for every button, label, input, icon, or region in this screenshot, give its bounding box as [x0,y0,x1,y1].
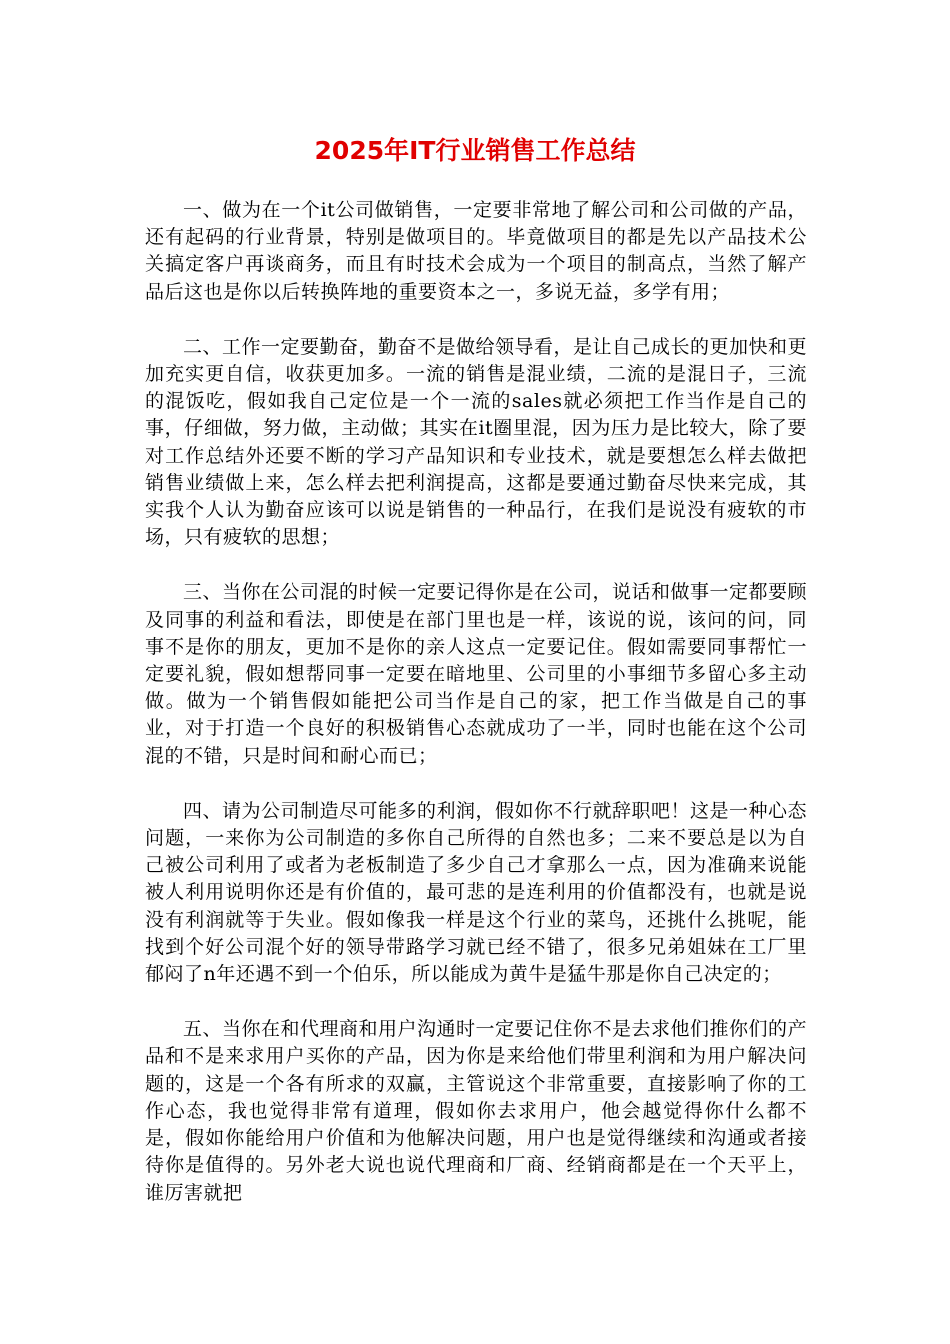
paragraph-1: 一、做为在一个it公司做销售，一定要非常地了解公司和公司做的产品，还有起码的行业背景，特别是做项目的。毕竟做项目的都是先以产品技术公关搞定客户再谈商务，而且有时技术会成为一个项目的制高点，当然了解产品后这也是你以后转换阵地的重要资本之一，多说无益，多学有用； [145,199,807,303]
paragraph-4: 四、请为公司制造尽可能多的利润，假如你不行就辞职吧！这是一种心态问题，一来你为公司制造的多你自己所得的自然也多；二来不要总是以为自己被公司利用了或者为老板制造了多少自己才拿那么一点，因为准确来说能被人利用说明你还是有价值的，最可悲的是连利用的价值都没有，也就是说没有利润就等于失业。假如像我一样是这个行业的菜鸟，还挑什么挑呢，能找到个好公司混个好的领导带路学习就已经不错了，很多兄弟姐妹在工厂里郁闷了n年还遇不到一个伯乐，所以能成为黄牛是猛牛那是你自己决定的； [145,799,808,986]
paragraph-2: 二、工作一定要勤奋，勤奋不是做给领导看，是让自己成长的更加快和更加充实更自信，收获更加多。一流的销售是混业绩，二流的是混日子，三流的混饭吃，假如我自己定位是一个一流的sales就必须把工作当作是自己的事，仔细做，努力做，主动做；其实在it圈里混，因为压力是比较大，除了要对工作总结外还要不断的学习产品知识和专业技术，就是要想怎么样去做把销售业绩做上来，怎么样去把利润提高，这都是要通过勤奋尽快来完成，其实我个人认为勤奋应该可以说是销售的一种品行，在我们是说没有疲软的市场，只有疲软的思想； [145,335,808,549]
document-body [145,197,807,1235]
paragraph-5: 五、当你在和代理商和用户沟通时一定要记住你不是去求他们推你们的产品和不是来求用户买你的产品，因为你是来给他们带里利润和为用户解决问题的，这是一个各有所求的双赢，主管说这个非常重要，直接影响了你的工作心态，我也觉得非常有道理，假如你去求用户，他会越觉得你什么都不是，假如你能给用户价值和为他解决问题，用户也是觉得继续和沟通或者接待你是值得的。另外老大说也说代理商和厂商、经销商都是在一个天平上，谁厉害就把 [145,1018,808,1204]
paragraph-3: 三、当你在公司混的时候一定要记得你是在公司，说话和做事一定都要顾及同事的利益和看法，即使是在部门里也是一样，该说的说，该问的问，同事不是你的朋友，更加不是你的亲人这点一定要记住。假如需要同事帮忙一定要礼貌，假如想帮同事一定要在暗地里、公司里的小事细节多留心多主动做。做为一个销售假如能把公司当作是自己的家，把工作当做是自己的事业，对于打造一个良好的积极销售心态就成功了一半，同时也能在这个公司混的不错，只是时间和耐心而已； [145,581,808,767]
document-title: 2025年IT行业销售工作总结 [314,136,636,165]
